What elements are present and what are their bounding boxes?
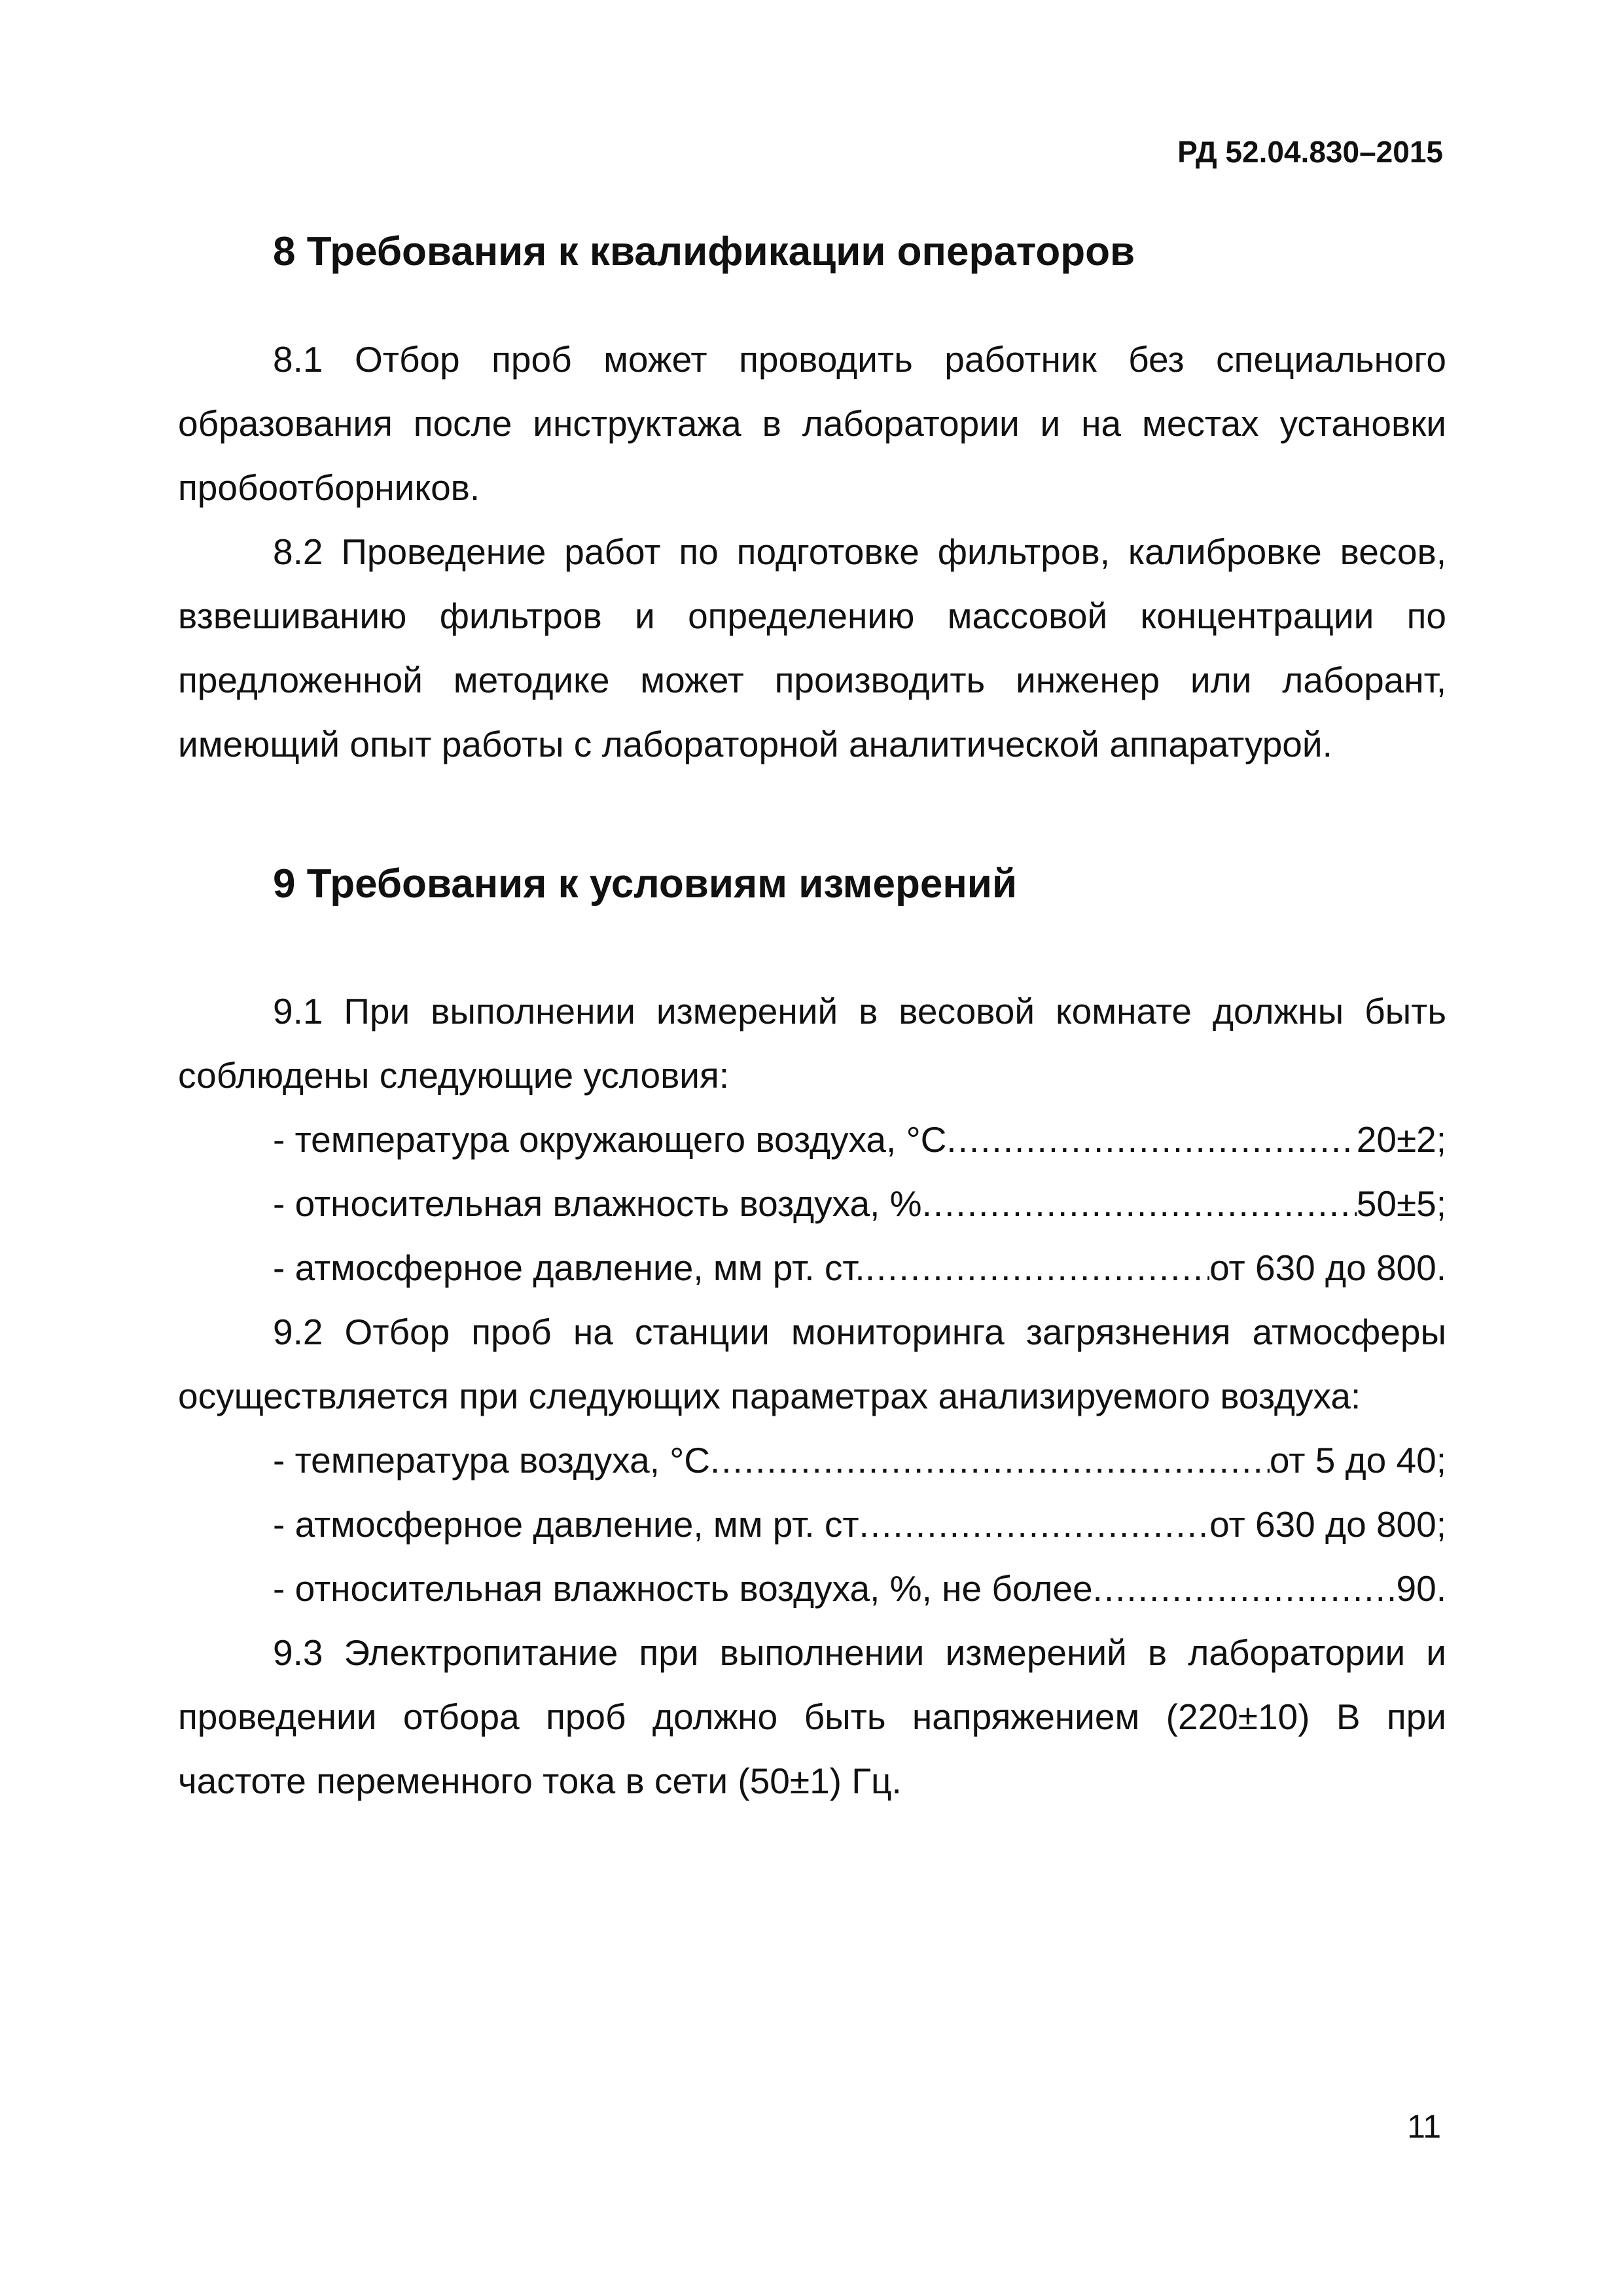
condition-label: - относительная влажность воздуха, %, не более	[273, 1568, 1093, 1609]
document-code: РД 52.04.830–2015	[1177, 135, 1443, 169]
paragraph-8-2: 8.2 Проведение работ по подготовке фильтров, калибровке весов, взвешиванию фильтров и определению массовой концентрации по предложенной методике может производить инженер или лаборант, имеющий опыт работы с лабораторной аналитической аппаратурой.	[178, 531, 1446, 764]
paragraph-9-2: 9.2 Отбор проб на станции мониторинга загрязнения атмосферы осуществляется при следующих параметрах анализируемого воздуха:	[178, 1312, 1446, 1416]
dot-leader	[710, 1428, 1270, 1492]
condition-label: - температура воздуха, °С	[273, 1440, 710, 1480]
condition-value: 50±5;	[1356, 1183, 1446, 1224]
condition-value: 20±2;	[1356, 1119, 1446, 1160]
page-content	[178, 223, 1446, 1813]
sampling-humidity	[178, 1556, 1446, 1621]
sampling-pressure	[178, 1492, 1446, 1556]
paragraph-9-3: 9.3 Электропитание при выполнении измерений в лаборатории и проведении отбора проб должно быть напряжением (220±10) В при частоте переменного тока в сети (50±1) Гц.	[178, 1632, 1446, 1801]
section-9-heading: 9 Требования к условиям измерений	[273, 861, 1018, 906]
dot-leader	[946, 1107, 1356, 1172]
condition-value: от 5 до 40;	[1269, 1440, 1446, 1480]
condition-pressure	[178, 1236, 1446, 1300]
page-number: 11	[1407, 2108, 1441, 2145]
dot-leader	[1093, 1556, 1397, 1621]
condition-temperature	[178, 1107, 1446, 1172]
condition-value: от 630 до 800;	[1209, 1504, 1446, 1545]
condition-humidity	[178, 1172, 1446, 1236]
condition-value: от 630 до 800.	[1209, 1247, 1446, 1288]
section-8-heading: 8 Требования к квалификации операторов	[273, 229, 1135, 274]
dot-leader	[859, 1492, 1210, 1556]
condition-value: 90.	[1396, 1568, 1446, 1609]
condition-label: - температура окружающего воздуха, °С	[273, 1119, 947, 1160]
condition-label: - относительная влажность воздуха, %	[273, 1183, 922, 1224]
condition-label: - атмосферное давление, мм рт. ст.	[273, 1247, 865, 1288]
paragraph-9-1: 9.1 При выполнении измерений в весовой комнате должны быть соблюдены следующие условия:	[178, 991, 1446, 1096]
dot-leader	[865, 1236, 1209, 1300]
paragraph-8-1: 8.1 Отбор проб может проводить работник без специального образования после инструктажа в лаборатории и на местах установки пробоотборников.	[178, 339, 1446, 508]
dot-leader	[922, 1172, 1357, 1236]
sampling-temperature	[178, 1428, 1446, 1492]
condition-label: - атмосферное давление, мм рт. ст	[273, 1504, 859, 1545]
